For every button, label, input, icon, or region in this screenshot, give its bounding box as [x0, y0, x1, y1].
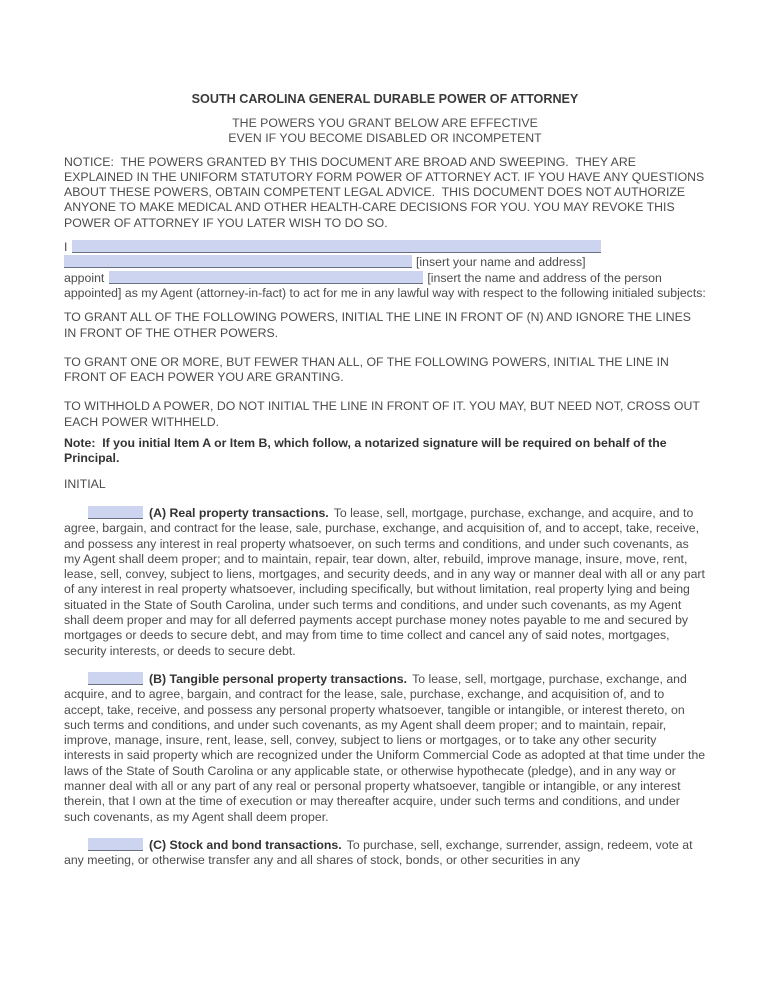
notice-paragraph: NOTICE: THE POWERS GRANTED BY THIS DOCUMENT ARE BROAD AND SWEEPING. THEY ARE EXPLAINED IN THE UNIFORM STATUTORY FORM POWER OF ATTORNEY ACT. IF YOU HAVE ANY QUESTIONS ABOUT THESE POWERS, OBTAIN COMPETENT LEGAL ADVICE. THIS DOCUMENT DOES NOT AUTHORIZE ANYONE TO MAKE MEDICAL AND OTHER HEALTH-CARE DECISIONS FOR YOU. YOU MAY REVOKE THIS POWER OF ATTORNEY IF YOU LATER WISH TO DO SO.: [64, 154, 707, 230]
principal-fill-in-block: [64, 240, 706, 301]
item-b-body: To lease, sell, mortgage, purchase, exchange, and acquire, and to agree, bargain, and contract for the lease, sale, purchase, exchange, and acquisition of, and to accept, take, receive, and possess any personal property whatsoever, tangible or intangible, or interest thereto, on such terms and conditions, and under such covenants, as my Agent shall deem proper; and to maintain, repair, improve, manage, insure, rent, lease, sell, convey, subject to liens or mortgages, or to take any other security interests in said property which are recognized under the Uniform Commercial Code as adopted at that time under the laws of the State of South Carolina or any applicable state, or otherwise hypothecate (pledge), and in any way or manner deal with all or any part of any real or personal property whatsoever, tangible or intangible, or any interest therein, that I own at the time of execution or may thereafter acquire, under such terms and conditions, and under such covenants, as my Agent shall deem proper.: [64, 671, 709, 824]
document-title: SOUTH CAROLINA GENERAL DURABLE POWER OF ATTORNEY: [191, 92, 579, 106]
appoint-suffix: [insert the name and address of the person appointed] as my Agent (attorney-in-fact) to act for me in any lawful way with respect to the following initialed subjects:: [64, 270, 706, 300]
item-a-paragraph: [64, 505, 709, 659]
document-subtitle: [64, 116, 706, 147]
item-a-label: (A) Real property transactions.: [149, 505, 329, 520]
instruction-withhold: TO WITHHOLD A POWER, DO NOT INITIAL THE LINE IN FRONT OF IT. YOU MAY, BUT NEED NOT, CROSS OUT EACH POWER WITHHELD.: [64, 399, 704, 429]
instruction-grant-all: TO GRANT ALL OF THE FOLLOWING POWERS, INITIAL THE LINE IN FRONT OF (N) AND IGNORE THE LINES IN FRONT OF THE OTHER POWERS.: [64, 310, 695, 340]
instruction-grant-some: TO GRANT ONE OR MORE, BUT FEWER THAN ALL, OF THE FOLLOWING POWERS, INITIAL THE LINE IN FRONT OF EACH POWER YOU ARE GRANTING.: [64, 354, 673, 385]
principal-name-field[interactable]: [72, 240, 601, 253]
principal-address-line: [64, 255, 706, 270]
subtitle-line-1: THE POWERS YOU GRANT BELOW ARE EFFECTIVE: [232, 116, 538, 130]
subtitle-line-2: EVEN IF YOU BECOME DISABLED OR INCOMPETENT: [228, 131, 542, 146]
principal-line-suffix: [insert your name and address]: [416, 255, 586, 270]
initial-heading: INITIAL: [64, 476, 106, 491]
appoint-prefix: appoint: [64, 270, 105, 285]
agent-name-field[interactable]: [109, 271, 423, 284]
document-content: [64, 92, 709, 868]
item-b-initial-field[interactable]: [88, 672, 143, 685]
item-b-paragraph: [64, 671, 709, 825]
principal-address-field[interactable]: [64, 255, 412, 268]
item-a-initial-field[interactable]: [88, 506, 143, 519]
item-c-body: To purchase, sell, exchange, surrender, assign, redeem, vote at any meeting, or otherwise transfer any and all shares of stock, bonds, or other securities in any: [64, 837, 696, 868]
principal-line-prefix: I: [64, 240, 68, 255]
item-c-initial-field[interactable]: [88, 838, 143, 851]
item-c-label: (C) Stock and bond transactions.: [149, 837, 342, 852]
item-a-body: To lease, sell, mortgage, purchase, exchange, and acquire, and to agree, bargain, and contract for the lease, sale, purchase, exchange, and acquisition of, and to accept, take, receive, and possess any interest in real property whatsoever, on such terms and conditions, and under such covenants, as my Agent shall deem proper; and to maintain, repair, tear down, alter, rebuild, improve manage, insure, move, rent, lease, sell, convey, subject to liens, mortgages, and security deeds, and in any way or manner deal with all or any part of any interest in real property whatsoever, including specifically, but without limitation, real property lying and being situated in the State of South Carolina, under such terms and conditions, and under such covenants, as my Agent shall deem proper and may for all deferred payments accept purchase money notes payable to me and secured by mortgages or deeds to secure debt, and may from time to time collect and cancel any of said notes, mortgages, security interests, or deeds to secure debt.: [64, 505, 709, 658]
note-paragraph: Note: If you initial Item A or Item B, which follow, a notarized signature will be required on behalf of the Principal.: [64, 436, 671, 466]
appoint-paragraph: [64, 271, 706, 302]
item-b-label: (B) Tangible personal property transactions.: [149, 671, 408, 686]
item-c-paragraph: [64, 838, 706, 869]
principal-name-line: [64, 240, 706, 255]
